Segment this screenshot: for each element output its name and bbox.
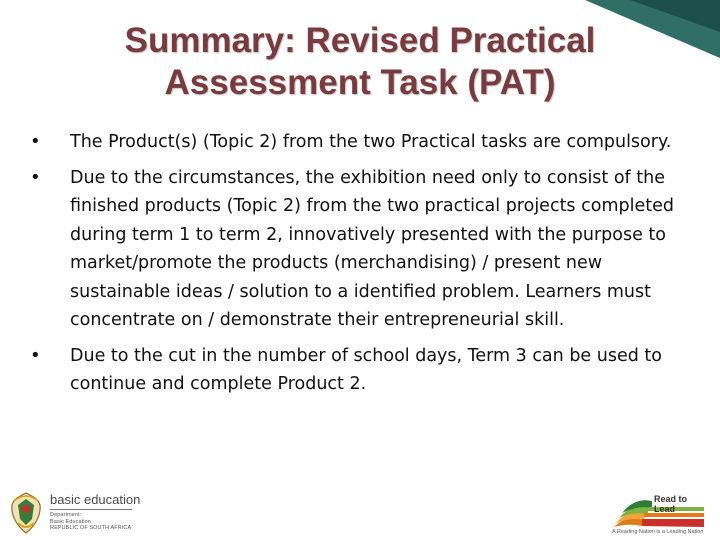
- read-to-lead-tagline: A Reading Nation is a Leading Nation: [612, 529, 704, 535]
- bullet-list: [30, 128, 690, 406]
- title-line-2: Assessment Task (PAT): [164, 63, 556, 102]
- dept-name: basic education: [50, 492, 141, 508]
- title-line-1: Summary: Revised Practical: [124, 21, 596, 60]
- slide-title: [60, 20, 660, 104]
- bullet-item-2: • Due to the circumstances, the exhibition need only to consist of the finished products (Topic 2) from the two practical projects completed during term 1 to term 2, innovatively presented with the purpose to market/promote the products (merchandising) / present new sustainable ideas / solution to a identified problem. Learners must concentrate on / demonstrate their entrepreneurial skill.: [30, 164, 690, 335]
- bullet-item-1: • The Product(s) (Topic 2) from the two Practical tasks are compulsory.: [30, 128, 690, 157]
- dept-line-1: Department:: [50, 512, 82, 519]
- dept-line-3: REPUBLIC OF SOUTH AFRICA: [50, 525, 132, 532]
- bullet-item-3: • Due to the cut in the number of school days, Term 3 can be used to continue and complete Product 2.: [30, 342, 690, 399]
- dept-line-2: Basic Education: [50, 518, 91, 525]
- coat-of-arms-icon: [8, 491, 44, 535]
- dept-divider: [50, 509, 132, 510]
- read-to-lead-logo: [606, 493, 706, 538]
- read-to-lead-title: Read to Lead: [654, 494, 688, 514]
- dept-logo: [8, 490, 140, 535]
